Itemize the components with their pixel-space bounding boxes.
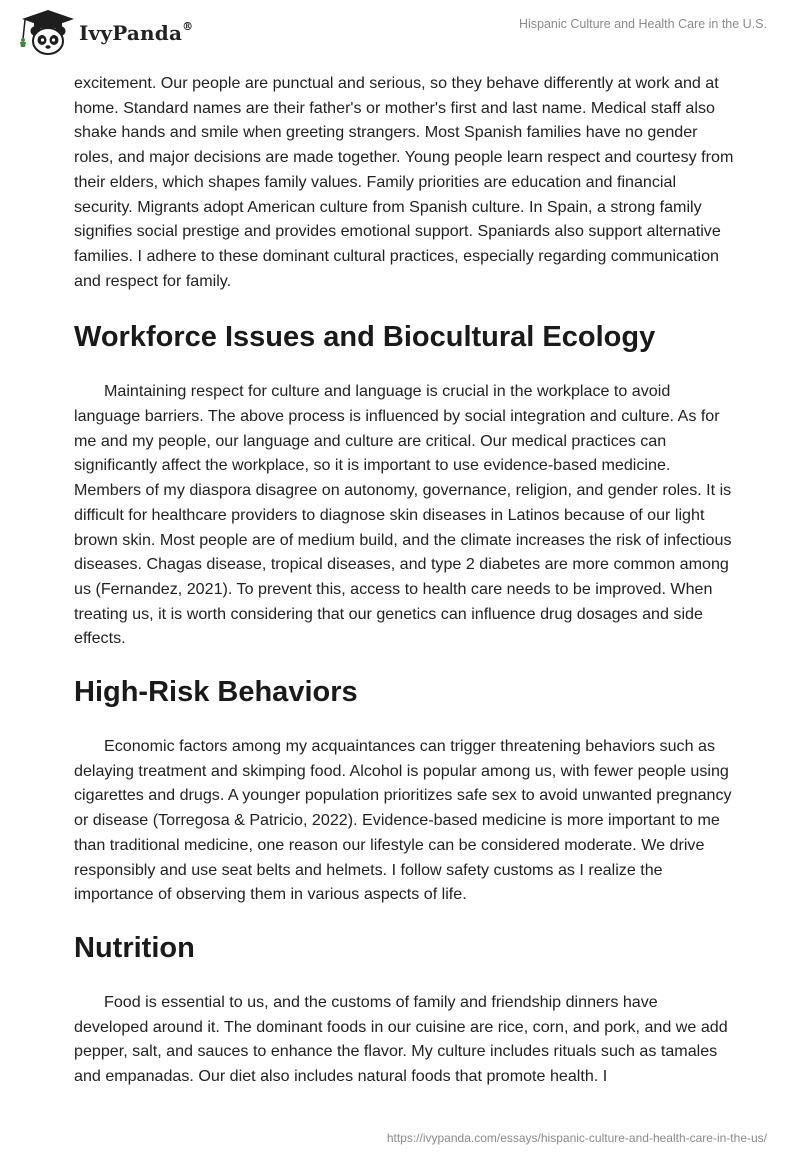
workforce-paragraph: Maintaining respect for culture and language is crucial in the workplace to avoid language barriers. The above process is influenced by social integration and culture. As for me and my people, our language and culture are critical. Our medical practices can significantly affect the workplace, so it is important to use evidence-based medicine. Members of my diaspora disagree on autonomy, governance, religion, and gender roles. It is difficult for healthcare providers to diagnose skin diseases in Latinos because of our light brown skin. Most people are of medium build, and the climate increases the risk of infectious diseases. Chagas disease, tropical diseases, and type 2 diabetes are more common among us (Fernandez, 2021). To prevent this, access to health care needs to be improved. When treating us, it is worth considering that our genetics can influence drug dosages and side effects. bbox=[74, 382, 732, 648]
heading-high-risk: High-Risk Behaviors bbox=[74, 676, 358, 709]
high-risk-paragraph: Economic factors among my acquaintances can trigger threatening behaviors such as delaying treatment and skimping food. Alcohol is popular among us, with fewer people using cigarettes and drugs. A younger population prioritizes safe sex to avoid unwanted pregnancy or disease (Torregosa & Patricio, 2022). Evidence-based medicine is more important to me than traditional medicine, one reason our lifestyle can be considered moderate. We drive responsibly and use seat belts and helmets. I follow safety customs as I realize the importance of observing them in various aspects of life. bbox=[74, 737, 732, 904]
intro-paragraph: excitement. Our people are punctual and serious, so they behave differently at work and at home. Standard names are their father's or mother's first and last name. Medical staff also shake hands and smile when greeting strangers. Most Spanish families have no gender roles, and major decisions are made together. Young people learn respect and courtesy from their elders, which shapes family values. Family priorities are education and financial security. Migrants adopt American culture from Spanish culture. In Spain, a strong family signifies social prestige and provides emotional support. Spaniards also support alternative families. I adhere to these dominant cultural practices, especially regarding communication and respect for family. bbox=[74, 74, 734, 290]
essay-body bbox=[74, 71, 734, 1089]
heading-workforce: Workforce Issues and Biocultural Ecology bbox=[74, 321, 656, 354]
nutrition-paragraph: Food is essential to us, and the customs of family and friendship dinners have developed around it. The dominant foods in our cuisine are rice, corn, and pork, and we add pepper, salt, and sauces to enhance the flavor. My culture includes rituals such as tamales and empanadas. Our diet also includes natural foods that promote health. I bbox=[74, 992, 728, 1086]
brand-name[interactable]: IvyPanda® bbox=[79, 20, 194, 45]
page-header bbox=[0, 0, 800, 70]
footer-url[interactable]: https://ivypanda.com/essays/hispanic-culture-and-health-care-in-the-us/ bbox=[386, 1131, 767, 1145]
heading-nutrition: Nutrition bbox=[74, 931, 195, 964]
document-title: Hispanic Culture and Health Care in the U.S. bbox=[518, 17, 767, 31]
panda-graduation-cap-icon[interactable] bbox=[14, 9, 74, 57]
